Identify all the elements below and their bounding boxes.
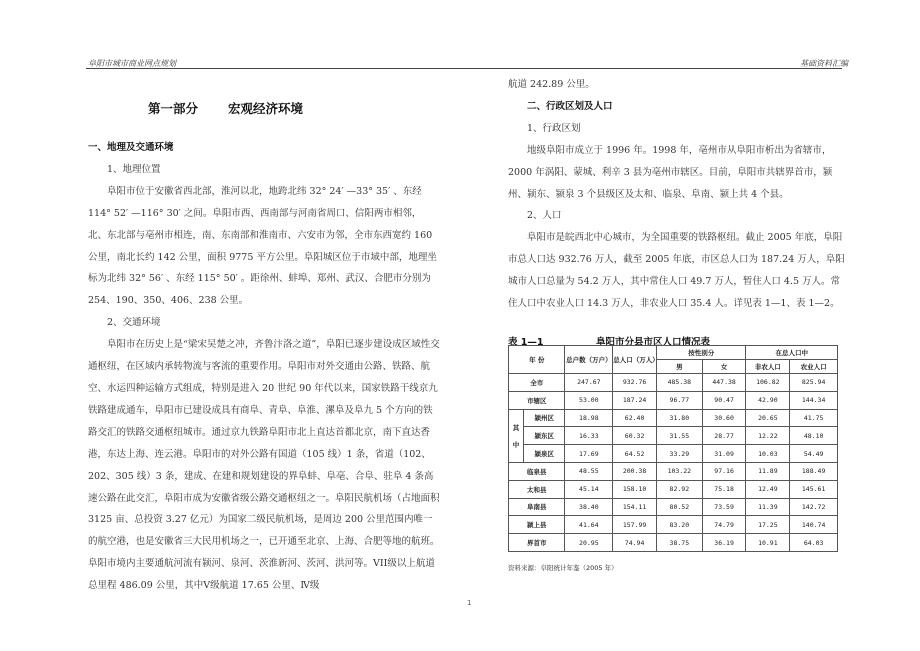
location-paragraph: 阜阳市位于安徽省西北部，淮河以北，地跨北纬 32° 24′ —33° 35′ 、东经 114° 52′ —116° 30′ 之间。阜阳市西、西南部与河南省周口、信阳两市相邻，北、东北部与亳州市相连，南、东南部和淮南市、六安市为邻，全市东西宽约 160 公里，南北长约 142 公里，面积 9775 平方公里。阜阳城区位于市域中部，地理坐标为北纬 32° 56′ 、东经 115° 50′ 。距徐州、蚌埠、郑州、武汉、合肥市分别为 254、190、350、406、238 公里。 [88,185,437,307]
table-cell: 17.25 [746,516,790,534]
table-cell: 28.77 [702,427,746,445]
table-cell: 62.40 [613,409,657,427]
table-row [509,427,838,445]
table-source: 资料来源：阜阳统计年鉴（2005 年） [508,564,618,572]
division-paragraph: 地级阜阳市成立于 1996 年。1998 年，亳州市从阜阳市析出为省辖市，2000 年涡阳、蒙城、利辛 3 县为亳州市辖区。目前，阜阳市共辖界首市，颍州、颍东、颍泉 3 个县级区及太和、临泉、阜南、颍上共 4 个县。 [508,144,833,200]
subsection-division-heading: 1、行政区划 [527,122,581,134]
table-cell: 41.64 [565,516,613,534]
waterway-continuation: 航道 242.89 公里。 [508,79,595,90]
table-cell: 145.61 [790,480,838,498]
table-cell: 64.03 [790,534,838,552]
table-cell: 10.03 [746,445,790,463]
table-cell: 200.38 [613,462,657,480]
table-cell: 144.34 [790,391,838,409]
table-cell: 103.22 [656,462,702,480]
page-number: 1 [467,599,472,607]
table-cell: 82.92 [656,480,702,498]
table-cell: 18.98 [565,409,613,427]
header-in-total: 在总人口中 [746,346,838,360]
part-title [148,99,303,117]
table-cell: 16.33 [565,427,613,445]
table-row [509,534,838,552]
row-name: 颍州区 [523,409,565,427]
header-right-title: 基础资料汇编 [800,59,848,68]
population-table [508,345,838,552]
table-cell: 83.20 [656,516,702,534]
table-cell: 54.49 [790,445,838,463]
table-cell: 97.16 [702,462,746,480]
section-admin-heading: 二、行政区划及人口 [527,100,613,112]
table-cell: 48.55 [565,462,613,480]
row-name: 颍泉区 [523,445,565,463]
right-column [508,74,846,315]
row-name: 市辖区 [509,391,565,409]
table-cell: 36.19 [702,534,746,552]
row-name: 临泉县 [509,462,565,480]
row-name: 阜南县 [509,498,565,516]
transport-paragraph: 阜阳市在历史上是“梁宋吴楚之冲，齐鲁汴洛之道”，阜阳已逐步建设成区域性交通枢纽，在区域内承转物流与客流的重要作用。阜阳市对外交通由公路、铁路、航空、水运四种运输方式组成，特别是进入 20 世纪 90 年代以来，国家铁路干线京九铁路建成通车，阜阳市已建设成具有商阜、青阜、阜淮、漯阜及阜九 5 个方向的铁路交汇的铁路交通枢纽城市。通过京九铁路阜阳市北上直达首都北京，南下直达香港，东达上海、连云港。阜阳市的对外公路有国道（105 线）1 条，省道（102、202、305 线）3 条，建成、在建和规划建设的界阜蚌、阜亳、合阜、驻阜 4 条高速公路在此交汇，阜阳市成为安徽省级公路交通枢纽之一。阜阳民航机场（占地面积 3125 亩、总投资 3.27 亿元）为国家二级民航机场，是周边 200 公里范围内唯一的航空港，也是安徽省三大民用机场之一，已开通至北京、上海、合肥等地的航班。阜阳市境内主要通航河流有颍河、泉河、茨淮新河、茨河、洪河等。VII级以上航道总里程 486.09 公里，其中Ⅴ级航道 17.65 公里、Ⅳ级 [88,339,440,592]
row-name: 颍上县 [509,516,565,534]
table-row [509,409,838,427]
table-row [509,391,838,409]
table-cell: 932.76 [613,374,657,392]
table-cell: 247.67 [565,374,613,392]
table-cell: 142.72 [790,498,838,516]
table-row [509,480,838,498]
row-name: 颍东区 [523,427,565,445]
table-cell: 485.38 [656,374,702,392]
table-cell: 31.80 [656,409,702,427]
table-title: 阜阳市分县市区人口情况表 [596,337,711,348]
row-name: 界首市 [509,534,565,552]
header-divider [86,68,842,69]
table-cell: 74.94 [613,534,657,552]
table-cell: 75.18 [702,480,746,498]
table-cell: 96.77 [656,391,702,409]
table-row [509,462,838,480]
header-population: 总人口（万人） [613,346,657,374]
table-cell: 10.91 [746,534,790,552]
header-nonagri: 非农人口 [746,360,790,374]
table-cell: 154.11 [613,498,657,516]
section-geography-heading: 一、地理及交通环境 [88,142,174,153]
table-cell: 187.24 [613,391,657,409]
table-cell: 825.94 [790,374,838,392]
header-female: 女 [702,360,746,374]
subsection-population-heading: 2、人口 [527,210,562,222]
left-column [88,137,440,597]
table-cell: 33.29 [656,445,702,463]
part-title-number: 第一部分 [148,101,199,116]
table-cell: 140.74 [790,516,838,534]
header-agri: 农业人口 [790,360,838,374]
table-cell: 12.22 [746,427,790,445]
table-cell: 31.55 [656,427,702,445]
table-cell: 157.99 [613,516,657,534]
subsection-location-heading: 1、地理位置 [107,163,161,175]
table-cell: 74.79 [702,516,746,534]
table-cell: 41.75 [790,409,838,427]
header-households: 总户数（万户） [565,346,613,374]
table-cell: 447.38 [702,374,746,392]
header-by-sex: 按性别分 [656,346,746,360]
table-row [509,498,838,516]
table-cell: 38.75 [656,534,702,552]
table-cell: 12.49 [746,480,790,498]
header-left-title: 阜阳市城市商业网点规划 [88,59,176,68]
table-cell: 64.52 [613,445,657,463]
table-cell: 106.82 [746,374,790,392]
row-name: 全市 [509,374,565,392]
table-row [509,445,838,463]
part-title-subtitle: 宏观经济环境 [228,101,304,116]
header-year: 年 份 [509,346,565,374]
table-cell: 11.39 [746,498,790,516]
row-name: 太和县 [509,480,565,498]
population-paragraph: 阜阳市是皖西北中心城市，为全国重要的铁路枢纽。截止 2005 年底，阜阳市总人口达 932.76 万人，截至 2005 年底，市区总人口为 187.24 万人，阜阳城市人口总量为 54.2 万人，其中常住人口 49.7 万人，暂住人口 4.5 万人。常住人口中农业人口 14.3 万人，非农业人口 35.4 人。详见表 1—1、表 1—2。 [508,232,845,310]
table-cell: 30.60 [702,409,746,427]
table-cell: 48.10 [790,427,838,445]
table-row [509,516,838,534]
table-cell: 38.40 [565,498,613,516]
table-cell: 45.14 [565,480,613,498]
table-cell: 11.89 [746,462,790,480]
table-row [509,374,838,392]
table-cell: 158.10 [613,480,657,498]
table-number: 表 1—1 [508,337,544,348]
table-cell: 188.49 [790,462,838,480]
row-group-label: 其 中 [509,409,524,462]
table-cell: 31.09 [702,445,746,463]
subsection-transport-heading: 2、交通环境 [107,317,161,329]
table-cell: 20.95 [565,534,613,552]
table-cell: 42.90 [746,391,790,409]
table-cell: 73.59 [702,498,746,516]
table-cell: 17.69 [565,445,613,463]
header-male: 男 [656,360,702,374]
table-cell: 20.65 [746,409,790,427]
table-cell: 53.00 [565,391,613,409]
table-cell: 90.47 [702,391,746,409]
table-cell: 60.32 [613,427,657,445]
table-cell: 80.52 [656,498,702,516]
